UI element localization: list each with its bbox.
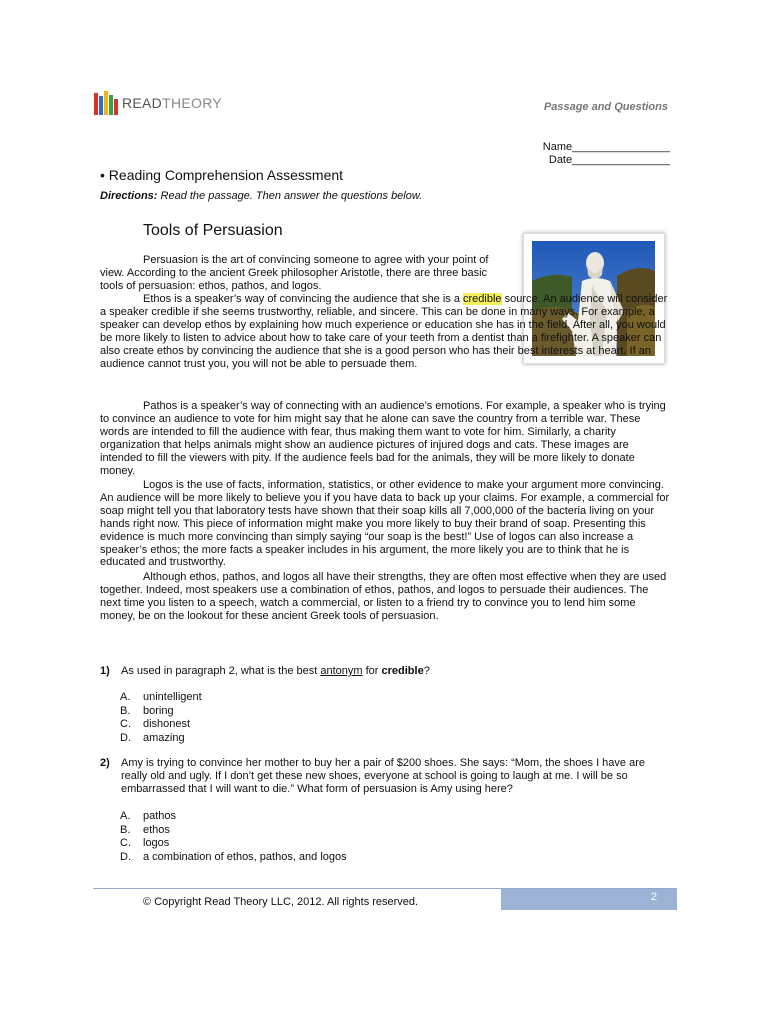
passage-paragraph-3: Pathos is a speaker’s way of connecting with an audience’s emotions. For example, a speaker who is trying to convince an audience to vote for him might say that he alone can save the country from a terrible war. These words are intended to fill the audience with fear, thus making them want to vote for him. Similarly, a charity organization that helps animals might show an audience pictures of injured dogs and cats. These images are intended to fill the viewers with pity. If the audience feels bad for the animals, they will be more likely to donate money. bbox=[100, 400, 666, 477]
option-c[interactable]: C. dishonest bbox=[120, 718, 191, 730]
name-line: Name________________ bbox=[542, 141, 670, 153]
option-c[interactable]: C. logos bbox=[120, 837, 170, 849]
directions-label: Directions: bbox=[100, 190, 158, 202]
books-icon bbox=[94, 91, 118, 115]
passage-paragraph-1: Persuasion is the art of convincing someone to agree with your point of view. According to the ancient Greek philosopher Aristotle, there are three basic tools of persuasion: ethos, pathos, and logos. bbox=[100, 254, 489, 292]
page-number: 2 bbox=[650, 891, 657, 903]
option-d[interactable]: D. amazing bbox=[120, 731, 185, 744]
question-number: 1) bbox=[100, 665, 110, 677]
passage-paragraph-5: Although ethos, pathos, and logos all have their strengths, they are often most effective when they are used together. Indeed, most speakers use a combination of ethos, pathos, and logos to persuade their audiences. The next time you listen to a speech, watch a commercial, or listen to a friend try to convince you to lend him some money, be on the lookout for these ancient Greek tools of persuasion. bbox=[100, 571, 667, 622]
passage-title: Tools of Persuasion bbox=[143, 222, 283, 239]
option-d[interactable]: D. a combination of ethos, pathos, and logos bbox=[120, 850, 347, 863]
directions bbox=[100, 190, 422, 202]
brand-prefix: READ bbox=[122, 95, 163, 111]
header-label: Passage and Questions bbox=[543, 101, 668, 113]
question-2-options bbox=[120, 810, 347, 864]
option-a[interactable]: A. pathos bbox=[120, 810, 177, 822]
passage-paragraph-4: Logos is the use of facts, information, statistics, or other evidence to make your argument more convincing. An audience will be more likely to believe you if you have data to back up your claims. For example, a commercial for soap might tell you that laboratory tests have shown that their soap kills all 7,000,000 of the bacteria living on your hands right now. This piece of information might make you more likely to buy their brand of soap. Presenting this evidence is much more convincing than simply saying “our soap is the best!” Use of logos can also increase a speaker’s ethos; the more facts a speaker includes in his argument, the more likely you are to think that he is educated and trustworthy. bbox=[100, 479, 670, 569]
footer-page-band bbox=[501, 889, 677, 910]
question-text: Amy is trying to convince her mother to buy her a pair of $200 shoes. She says: “Mom, the shoes I have are really old and ugly. If I don’t get these new shoes, everyone at school is going to laugh at me. I will be so embarrassed that I will want to die.” What form of persuasion is Amy using here? bbox=[121, 757, 645, 795]
directions-text: Read the passage. Then answer the questions below. bbox=[157, 190, 423, 202]
question-number: 2) bbox=[100, 757, 110, 769]
readtheory-logo bbox=[94, 90, 222, 116]
section-title: • Reading Comprehension Assessment bbox=[100, 167, 344, 183]
question-1-options bbox=[120, 691, 202, 745]
passage-paragraph-2: Ethos is a speaker’s way of convincing the audience that she is a credible source. An audience will consider a speaker credible if she seems trustworthy, reliable, and sincere. This can be done in many ways. For example, a speaker can develop ethos by explaining how much experience or education she has in the field. After all, you would be more likely to listen to advice about how to take care of your teeth from a dentist than a firefighter. A speaker can also create ethos by convincing the audience that she is a good person who has their best interests at heart. If an audience cannot trust you, you will not be able to persuade them. bbox=[100, 293, 668, 370]
copyright: © Copyright Read Theory LLC, 2012. All rights reserved. bbox=[143, 896, 419, 908]
question-text: As used in paragraph 2, what is the best antonym for credible? bbox=[121, 665, 430, 677]
date-line: Date________________ bbox=[548, 154, 670, 166]
option-b[interactable]: B. ethos bbox=[120, 823, 170, 836]
highlighted-word-credible: credible bbox=[463, 293, 502, 305]
option-a[interactable]: A. unintelligent bbox=[120, 691, 202, 703]
option-b[interactable]: B. boring bbox=[120, 704, 174, 717]
brand-suffix: THEORY bbox=[162, 95, 222, 111]
name-date-block bbox=[543, 141, 670, 167]
